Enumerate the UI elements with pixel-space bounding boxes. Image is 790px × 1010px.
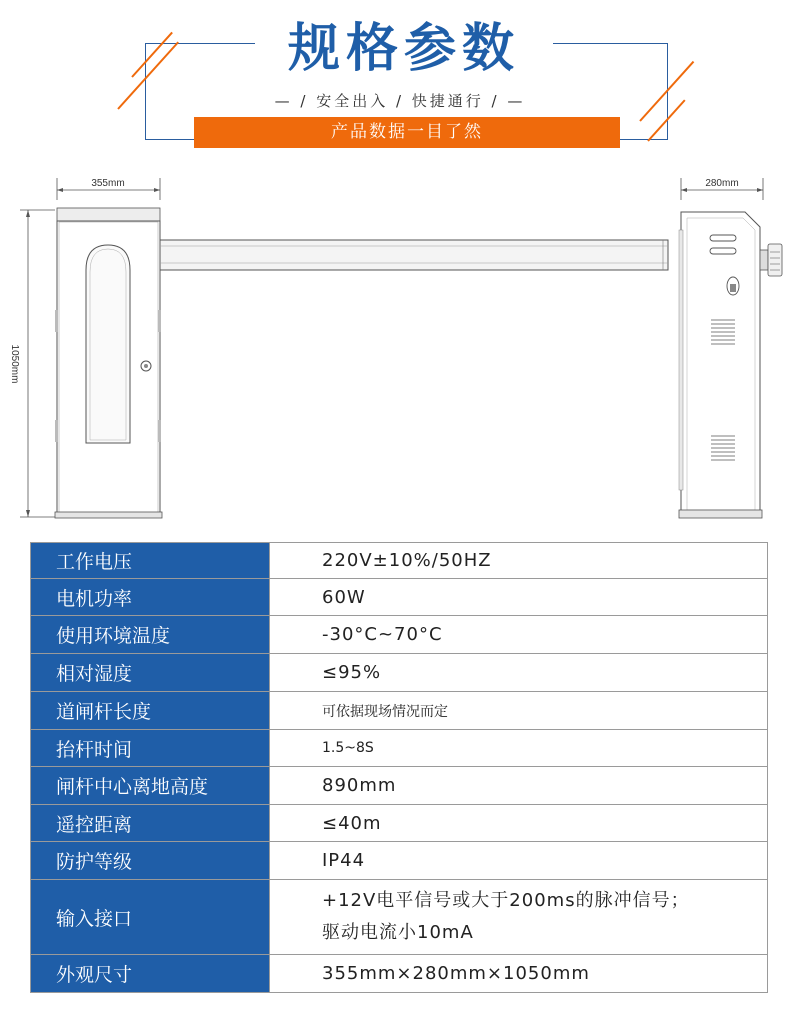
spec-label: 抬杆时间 — [30, 730, 270, 766]
spec-value: 355mm×280mm×1050mm — [270, 955, 768, 992]
table-row — [30, 955, 768, 993]
table-row — [30, 767, 768, 805]
table-row — [30, 542, 768, 579]
spec-value — [270, 880, 768, 954]
spec-value: 可依据现场情况而定 — [270, 692, 768, 729]
header-frame-top-right — [552, 43, 668, 44]
spec-value: ≤40m — [270, 805, 768, 841]
spec-value: 890mm — [270, 767, 768, 804]
page-title: 规格参数 — [255, 14, 553, 84]
spec-value-line-2: 驱动电流小10mA — [322, 922, 474, 943]
spec-value: -30°C~70°C — [270, 616, 768, 653]
spec-label: 工作电压 — [30, 543, 270, 578]
spec-label: 防护等级 — [30, 842, 270, 879]
spec-value: ≤95% — [270, 654, 768, 691]
spec-value: 60W — [270, 579, 768, 615]
table-row — [30, 805, 768, 842]
table-row — [30, 880, 768, 955]
spec-value: 220V±10%/50HZ — [270, 543, 768, 578]
table-row — [30, 579, 768, 616]
table-row — [30, 654, 768, 692]
spec-label: 使用环境温度 — [30, 616, 270, 653]
table-row — [30, 842, 768, 880]
dimension-height: 1050mm — [9, 344, 20, 384]
technical-drawing — [0, 170, 790, 530]
spec-label: 闸杆中心离地高度 — [30, 767, 270, 804]
dimension-side-width: 280mm — [705, 178, 739, 189]
spec-label: 道闸杆长度 — [30, 692, 270, 729]
spec-label: 遥控距离 — [30, 805, 270, 841]
spec-label: 外观尺寸 — [30, 955, 270, 992]
spec-label: 输入接口 — [30, 880, 270, 954]
spec-value-line-1: +12V电平信号或大于200ms的脉冲信号； — [322, 890, 690, 911]
slogan: — / 安全出入 / 快捷通行 / — — [250, 90, 550, 112]
table-row — [30, 692, 768, 730]
dimension-front-width: 355mm — [91, 178, 125, 189]
spec-label: 电机功率 — [30, 579, 270, 615]
table-row — [30, 730, 768, 767]
front-cabinet — [55, 208, 162, 518]
spec-table — [30, 542, 768, 993]
spec-value: 1.5~8S — [270, 730, 768, 766]
spec-label: 相对湿度 — [30, 654, 270, 691]
spec-value: IP44 — [270, 842, 768, 879]
table-row — [30, 616, 768, 654]
side-cabinet — [679, 212, 782, 518]
boom-arm — [160, 240, 668, 270]
banner: 产品数据一目了然 — [194, 117, 620, 148]
